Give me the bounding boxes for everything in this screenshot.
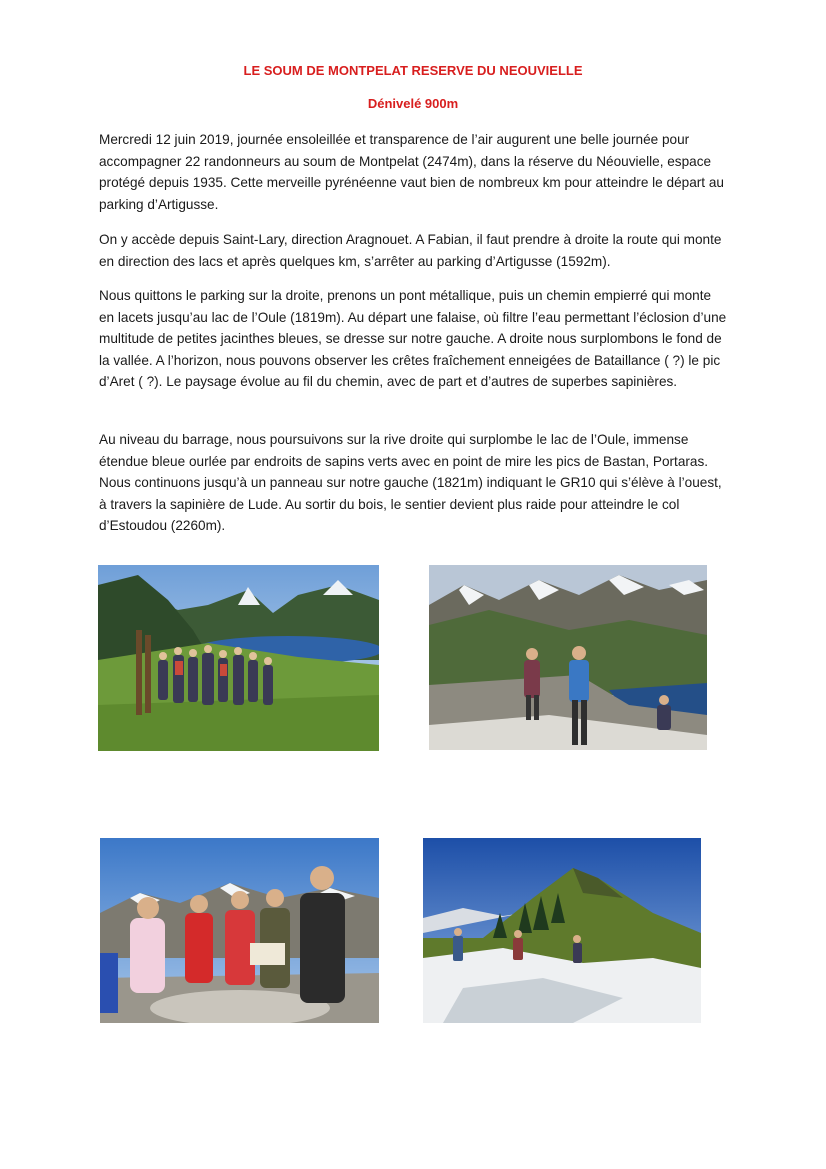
paragraph-access: On y accède depuis Saint-Lary, direction Aragnouet. A Fabian, il faut prendre à droite la route qui monte en direction des lacs et après quelques km, s’arrêter au parking d’Artigusse (1592m). <box>99 232 722 269</box>
page-subtitle: Dénivelé 900m <box>367 96 459 111</box>
photo-group-with-map <box>100 838 379 1023</box>
paragraph-lake: Au niveau du barrage, nous poursuivons sur la rive droite qui surplombe le lac de l’Oule, immense étendue bleue ourlée par endroits de sapins verts avec en point de mire les pics de Bastan, Portaras. Nous continuons jusqu’à un panneau sur notre gauche (1821m) indiquant le GR10 qui s’élève à l’ouest, à travers la sapinière de Lude. Au sortir du bois, le sentier devient plus raide pour atteindre le col d’Estoudou (2260m). <box>99 432 722 533</box>
photo-hikers-by-lake <box>98 565 379 751</box>
paragraph-ascent: Nous quittons le parking sur la droite, prenons un pont métallique, puis un chemin empierré qui monte en lacets jusqu’au lac de l’Oule (1819m). Au départ une falaise, où filtre l’eau permettant l’éclosion d’une multitude de petites jacinthes bleues, se dresse sur notre gauche. A droite nous surplombons le fond de la vallée. A l’horizon, nous pouvons observer les crêtes fraîchement enneigées de Bataillance ( ?) le pic d’Aret ( ?). Le paysage évolue au fil du chemin, avec de part et d’autres de superbes sapinières. <box>99 288 727 389</box>
paragraph-intro: Mercredi 12 juin 2019, journée ensoleillée et transparence de l’air augurent une belle journée pour accompagner 22 randonneurs au soum de Montpelat (2474m), dans la réserve du Néouvielle, espace protégé depuis 1935. Cette merveille pyrénéenne vaut bien de nombreux km pour atteindre le départ au parking d’Artigusse. <box>99 132 724 212</box>
page-title: LE SOUM DE MONTPELAT RESERVE DU NEOUVIELLE <box>243 63 583 78</box>
photo-summit-slope <box>423 838 701 1023</box>
photo-hikers-climbing <box>429 565 707 750</box>
